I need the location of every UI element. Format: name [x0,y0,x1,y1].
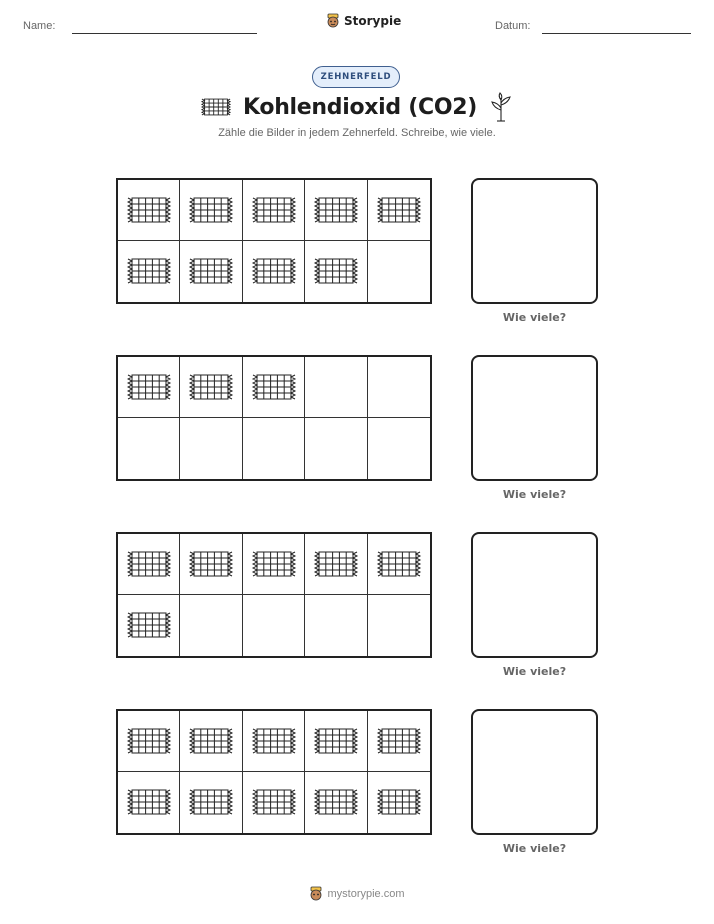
ten-frame-cell [305,357,367,418]
co2-grid-icon [313,786,359,818]
ten-frame-cell [305,711,367,772]
ten-frame-cell [180,241,242,302]
co2-grid-icon [188,194,234,226]
ten-frame-cell [180,180,242,241]
ten-frame-cell [305,534,367,595]
ten-frame-cell [305,595,367,656]
storypie-mascot-icon [326,13,340,29]
ten-frame-cell [243,772,305,833]
ten-frame-cell [118,357,180,418]
ten-frame-cell [305,180,367,241]
ten-frame-cell [243,357,305,418]
co2-grid-icon [376,548,422,580]
ten-frame-cell [243,418,305,479]
ten-frame-cell [368,418,430,479]
co2-grid-icon [251,255,297,287]
ten-frame-cell [368,711,430,772]
ten-frame-cell [368,772,430,833]
ten-frame-cell [180,418,242,479]
ten-frame-cell [368,357,430,418]
ten-frame-cell [368,534,430,595]
co2-grid-icon [126,371,172,403]
answer-label-3: Wie viele? [502,665,567,678]
ten-frame-cell [368,595,430,656]
answer-label-4: Wie viele? [502,842,567,855]
ten-frame-cell [305,418,367,479]
ten-frame-cell [243,534,305,595]
ten-frame-cell [118,180,180,241]
co2-grid-icon [313,725,359,757]
answer-box-4[interactable] [471,709,598,835]
worksheet-type-badge: ZEHNERFELD [312,66,400,88]
co2-grid-icon [126,194,172,226]
ten-frame-cell [180,534,242,595]
ten-frame-2 [116,355,432,481]
co2-grid-icon [313,194,359,226]
ten-frame-cell [243,241,305,302]
co2-grid-icon [188,255,234,287]
co2-grid-icon [251,194,297,226]
page-title: Kohlendioxid (CO2) [243,94,477,120]
ten-frame-cell [118,595,180,656]
ten-frame-cell [118,711,180,772]
co2-grid-icon [188,548,234,580]
co2-grid-icon [188,786,234,818]
storypie-mascot-icon [309,886,323,902]
answer-label-1: Wie viele? [502,311,567,324]
co2-grid-icon [126,548,172,580]
ten-frame-cell [118,534,180,595]
ten-frame-1 [116,178,432,304]
ten-frame-cell [180,595,242,656]
footer [0,886,714,902]
answer-label-2: Wie viele? [502,488,567,501]
ten-frame-cell [243,711,305,772]
ten-frame-4 [116,709,432,835]
co2-grid-icon [188,371,234,403]
name-line [72,33,257,34]
ten-frame-cell [118,241,180,302]
answer-box-3[interactable] [471,532,598,658]
co2-grid-icon [313,548,359,580]
co2-grid-icon [126,609,172,641]
co2-grid-icon [376,786,422,818]
instructions: Zähle die Bilder in jedem Zehnerfeld. Schreibe, wie viele. [218,127,496,139]
ten-frame-cell [118,418,180,479]
date-line [542,33,691,34]
ten-frame-cell [180,711,242,772]
co2-grid-icon [251,786,297,818]
ten-frame-cell [180,772,242,833]
footer-url: mystorypie.com [327,888,405,900]
co2-grid-icon [376,194,422,226]
co2-grid-icon [313,255,359,287]
co2-grid-icon [251,371,297,403]
ten-frame-cell [368,241,430,302]
plant-icon [489,92,513,122]
co2-grid-icon [126,725,172,757]
co2-grid-icon [251,548,297,580]
ten-frame-cell [243,595,305,656]
brand-name: Storypie [344,14,402,28]
co2-grid-icon [376,725,422,757]
co2-grid-icon [126,255,172,287]
ten-frame-cell [368,180,430,241]
ten-frame-cell [180,357,242,418]
title-row [0,92,714,122]
ten-frame-cell [305,241,367,302]
brand-logo [326,13,401,29]
date-label: Datum: [495,20,531,32]
co2-grid-icon [201,96,231,118]
co2-grid-icon [188,725,234,757]
ten-frame-cell [118,772,180,833]
answer-box-2[interactable] [471,355,598,481]
ten-frame-cell [305,772,367,833]
ten-frame-cell [243,180,305,241]
answer-box-1[interactable] [471,178,598,304]
name-label: Name: [23,20,56,32]
co2-grid-icon [126,786,172,818]
co2-grid-icon [251,725,297,757]
ten-frame-3 [116,532,432,658]
